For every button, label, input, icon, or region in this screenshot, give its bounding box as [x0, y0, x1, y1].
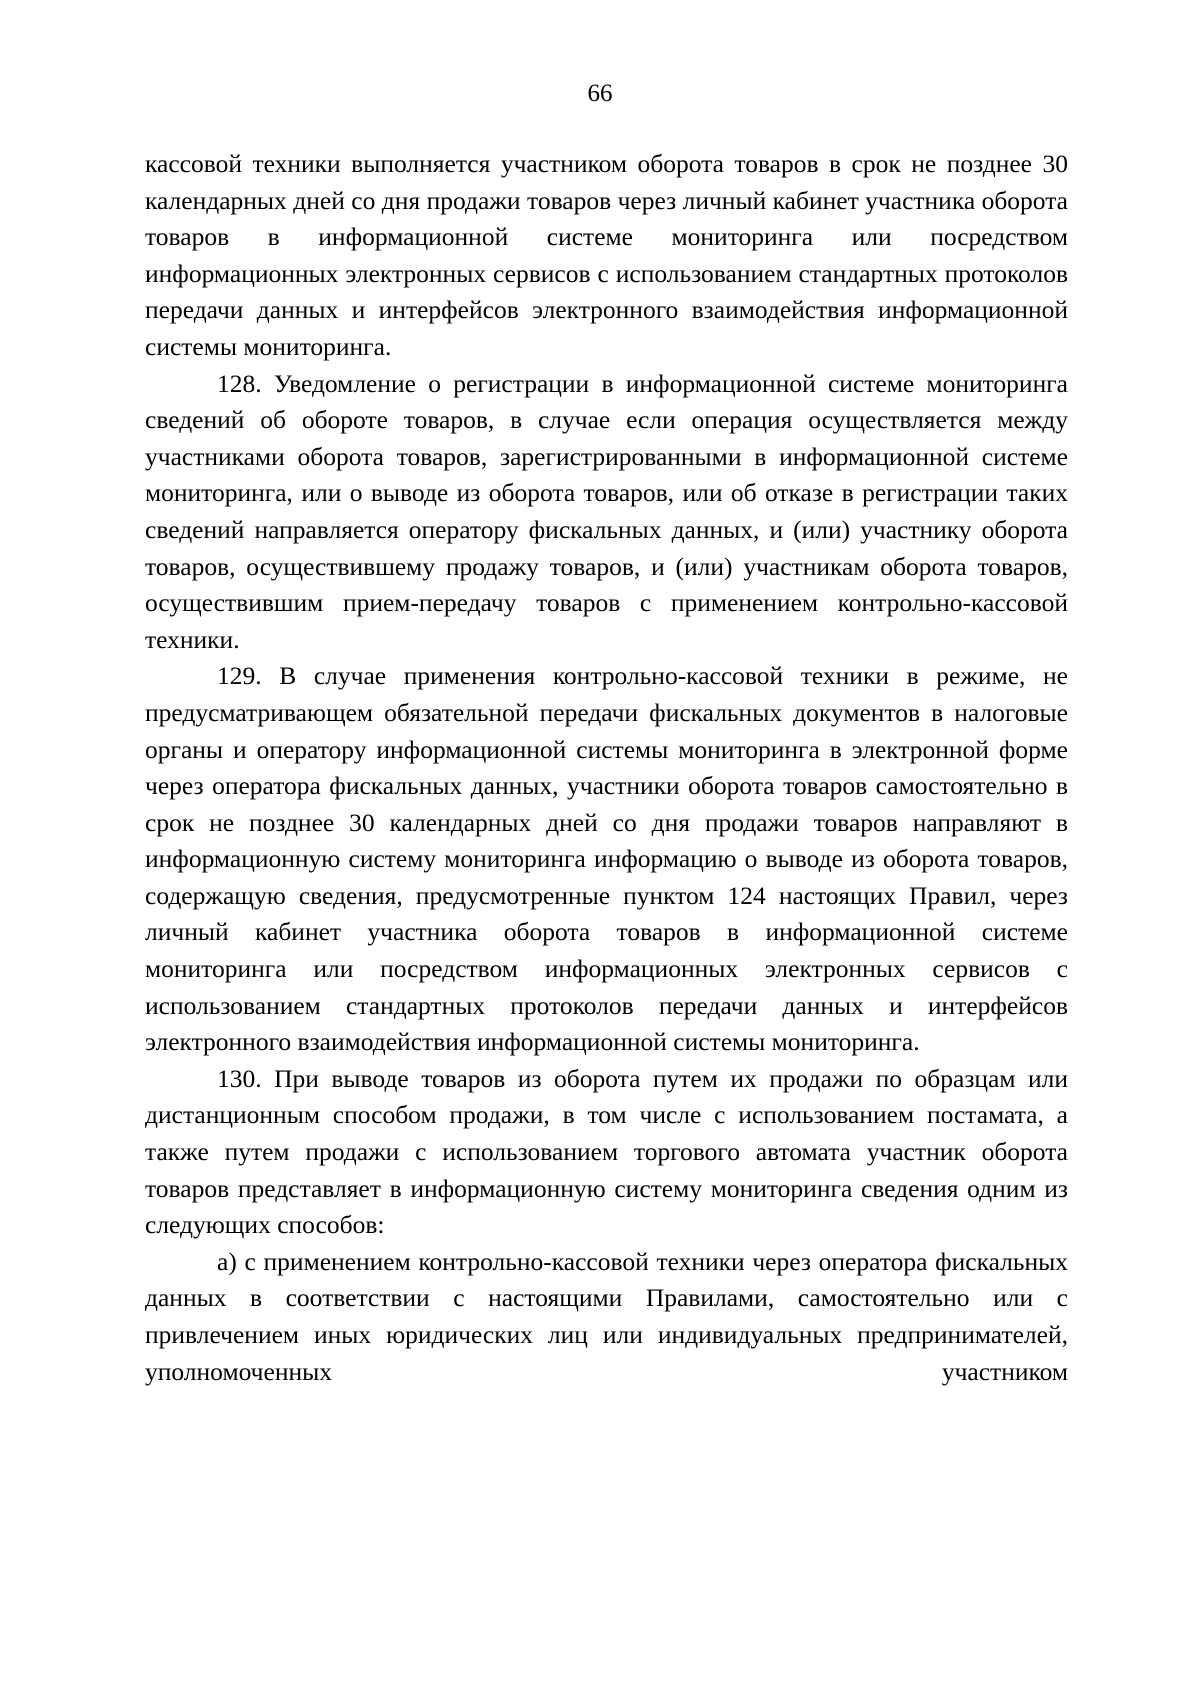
- paragraph-130: 130. При выводе товаров из оборота путем их продажи по образцам или дистанционным способом продажи, в том числе с использованием постамата, а также путем продажи с использованием торгового автомата участник оборота товаров представляет в информационную систему мониторинга сведения одним из следующих способов:: [145, 1063, 1068, 1240]
- body-text: [145, 146, 1068, 1390]
- paragraph-130-a: а) с применением контрольно-кассовой техники через оператора фискальных данных в соответствии с настоящими Правилами, самостоятельно или с привлечением иных юридических лиц или индивидуальных предпринимателей, уполномоченных участником: [145, 1246, 1068, 1386]
- paragraph-128: 128. Уведомление о регистрации в информационной системе мониторинга сведений об обороте товаров, в случае если операция осуществляется между участниками оборота товаров, зарегистрированными в информационной системе мониторинга, или о выводе из оборота товаров, или об отказе в регистрации таких сведений направляется оператору фискальных данных, и (или) участнику оборота товаров, осуществившему продажу товаров, и (или) участникам оборота товаров, осуществившим прием-передачу товаров с применением контрольно-кассовой техники.: [145, 368, 1068, 654]
- paragraph-129: 129. В случае применения контрольно-кассовой техники в режиме, не предусматривающем обязательной передачи фискальных документов в налоговые органы и оператору информационной системы мониторинга в электронной форме через оператора фискальных данных, участники оборота товаров самостоятельно в срок не позднее 30 календарных дней со дня продажи товаров направляют в информационную систему мониторинга информацию о выводе из оборота товаров, содержащую сведения, предусмотренные пунктом 124 настоящих Правил, через личный кабинет участника оборота товаров в информационной системе мониторинга или посредством информационных электронных сервисов с использованием стандартных протоколов передачи данных и интерфейсов электронного взаимодействия информационной системы мониторинга.: [145, 661, 1068, 1057]
- paragraph-continuation: кассовой техники выполняется участником оборота товаров в срок не позднее 30 календарных дней со дня продажи товаров через личный кабинет участника оборота товаров в информационной системе мониторинга или посредством информационных электронных сервисов с использованием стандартных протоколов передачи данных и интерфейсов электронного взаимодействия информационной системы мониторинга.: [145, 149, 1068, 361]
- page-number: 66: [587, 80, 613, 107]
